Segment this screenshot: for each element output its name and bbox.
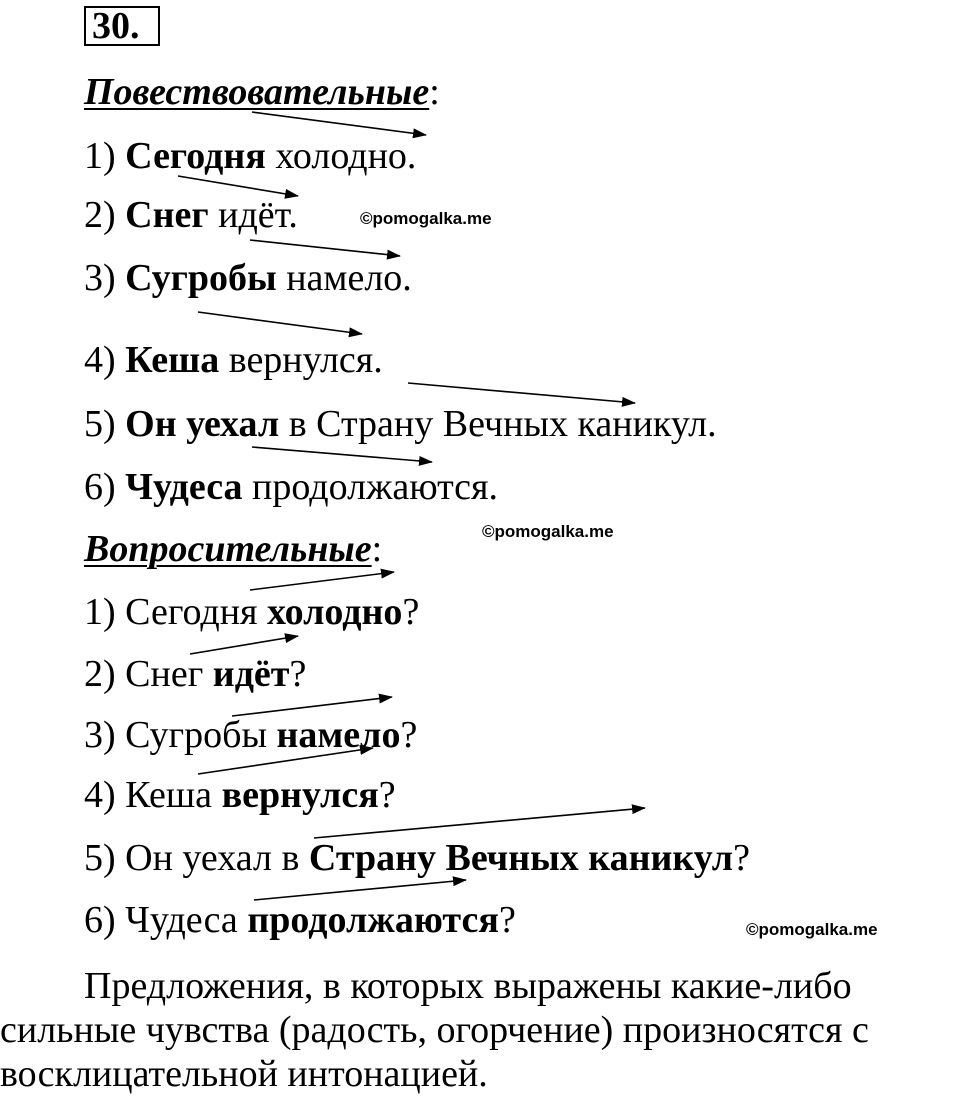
interrogative-item-4 bbox=[84, 773, 396, 817]
question-mark: ? bbox=[733, 837, 750, 879]
watermark: ©pomogalka.me bbox=[746, 920, 878, 939]
logical-stress-word: холодно bbox=[267, 591, 403, 633]
declarative-item-2 bbox=[84, 193, 298, 237]
paragraph-text: сильные чувства (радость, огорчение) произносятся с bbox=[0, 1009, 869, 1051]
item-number: 2) bbox=[84, 653, 116, 695]
logical-stress-word: идёт bbox=[212, 653, 290, 695]
item-number: 5) bbox=[84, 403, 116, 445]
arrow-down bbox=[250, 240, 400, 256]
interrogative-item-3 bbox=[84, 713, 417, 757]
declarative-item-3 bbox=[84, 256, 412, 300]
subject-predicate: Сугробы bbox=[125, 257, 277, 299]
interrogative-item-2 bbox=[84, 652, 306, 696]
arrow-down bbox=[252, 112, 426, 135]
item-number: 1) bbox=[84, 591, 116, 633]
item-rest: холодно. bbox=[265, 135, 417, 177]
interrogative-title: Вопросительные bbox=[84, 528, 372, 570]
declarative-heading bbox=[84, 70, 440, 114]
arrow-down bbox=[252, 447, 432, 462]
item-number: 2) bbox=[84, 194, 116, 236]
question-mark: ? bbox=[378, 774, 396, 816]
item-rest: продолжаются. bbox=[242, 466, 499, 508]
item-pre: Сегодня bbox=[115, 591, 268, 633]
question-mark: ? bbox=[498, 899, 516, 941]
item-number: 6) bbox=[84, 899, 116, 941]
item-rest: намело. bbox=[276, 257, 412, 299]
task-number: 30. bbox=[92, 5, 140, 47]
declarative-title: Повествовательные bbox=[84, 71, 430, 113]
subject-predicate: Сегодня bbox=[125, 135, 266, 177]
question-mark: ? bbox=[289, 653, 307, 695]
watermark: ©pomogalka.me bbox=[360, 209, 492, 228]
paragraph-line-2 bbox=[0, 1008, 960, 1052]
item-number: 6) bbox=[84, 466, 116, 508]
conclusion-paragraph bbox=[0, 964, 960, 1096]
item-number: 1) bbox=[84, 135, 116, 177]
declarative-item-4 bbox=[84, 338, 383, 382]
interrogative-item-5 bbox=[84, 836, 750, 880]
item-number: 3) bbox=[84, 714, 116, 756]
declarative-colon: : bbox=[429, 71, 440, 113]
paragraph-line-3 bbox=[0, 1052, 960, 1096]
subject-predicate: Кеша bbox=[125, 339, 220, 381]
paragraph-line-1 bbox=[84, 964, 960, 1008]
logical-stress-word: Страну Вечных каникул bbox=[308, 837, 734, 879]
question-mark: ? bbox=[400, 714, 418, 756]
item-rest: в Страну Вечных каникул. bbox=[279, 403, 717, 445]
paragraph-text: Предложения, в которых выражены какие-либо bbox=[84, 965, 852, 1007]
arrow-down bbox=[198, 312, 362, 334]
item-number: 4) bbox=[84, 339, 116, 381]
question-mark: ? bbox=[402, 591, 420, 633]
arrow-up bbox=[254, 880, 466, 900]
item-rest: идёт. bbox=[208, 194, 298, 236]
item-pre: Он уехал в bbox=[115, 837, 309, 879]
interrogative-item-1 bbox=[84, 590, 419, 634]
item-number: 3) bbox=[84, 257, 116, 299]
declarative-item-6 bbox=[84, 465, 498, 509]
subject-predicate: Чудеса bbox=[125, 466, 243, 508]
item-pre: Снег bbox=[115, 653, 213, 695]
paragraph-text: восклицательной интонацией. bbox=[0, 1053, 488, 1095]
item-pre: Чудеса bbox=[115, 899, 248, 941]
declarative-item-1 bbox=[84, 134, 416, 178]
interrogative-item-6 bbox=[84, 898, 516, 942]
logical-stress-word: намело bbox=[276, 714, 401, 756]
item-number: 4) bbox=[84, 774, 116, 816]
item-pre: Сугробы bbox=[115, 714, 277, 756]
declarative-item-5 bbox=[84, 402, 717, 446]
interrogative-heading bbox=[84, 527, 382, 571]
subject-predicate: Снег bbox=[125, 194, 209, 236]
item-number: 5) bbox=[84, 837, 116, 879]
arrow-down bbox=[408, 383, 635, 403]
subject-predicate: Он уехал bbox=[125, 403, 280, 445]
interrogative-colon: : bbox=[371, 528, 383, 570]
watermark: ©pomogalka.me bbox=[482, 522, 614, 541]
arrow-up bbox=[250, 572, 394, 590]
logical-stress-word: вернулся bbox=[221, 774, 379, 816]
item-rest: вернулся. bbox=[219, 339, 383, 381]
task-number-box bbox=[84, 6, 160, 46]
logical-stress-word: продолжаются bbox=[247, 899, 499, 941]
item-pre: Кеша bbox=[115, 774, 222, 816]
